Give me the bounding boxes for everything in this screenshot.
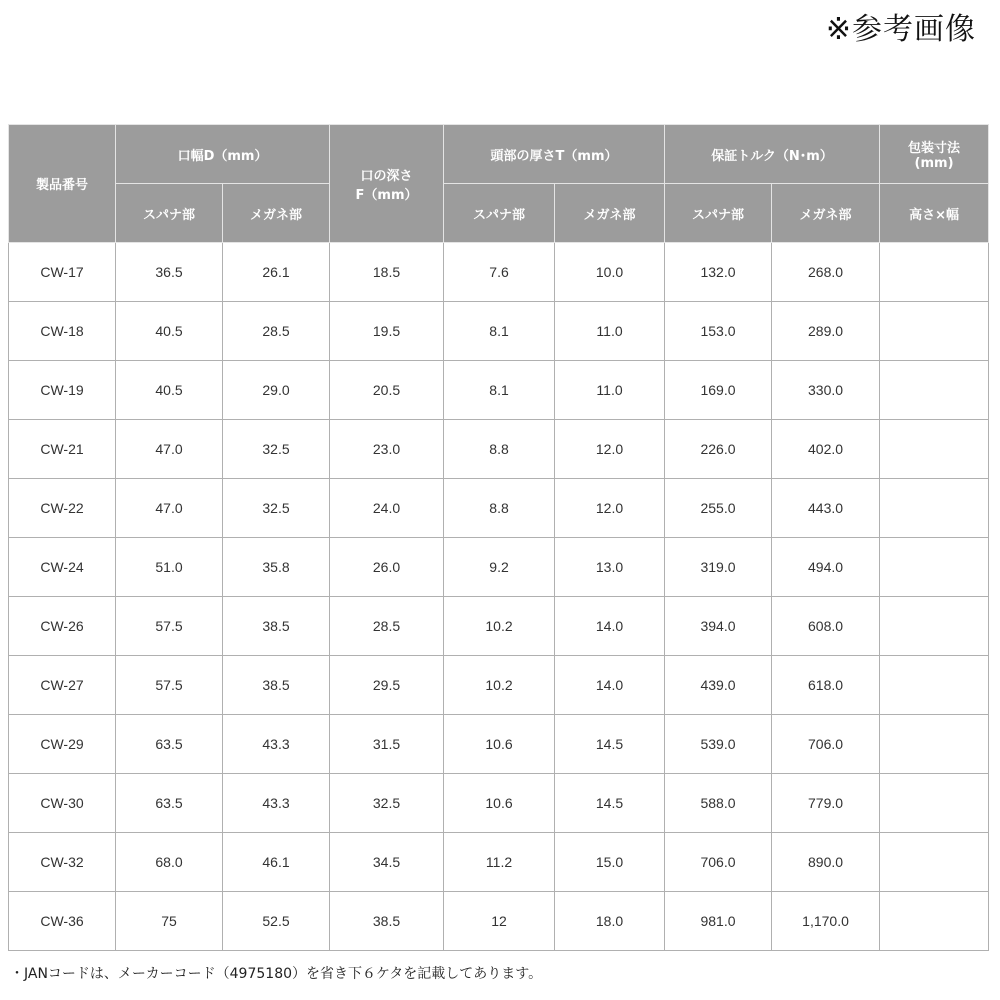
cell-torque-megane: 330.0 bbox=[772, 361, 880, 420]
cell-mouth-megane: 28.5 bbox=[223, 302, 330, 361]
cell-mouth-megane: 29.0 bbox=[223, 361, 330, 420]
cell-mouth-spanner: 36.5 bbox=[116, 243, 223, 302]
table-row bbox=[9, 538, 989, 597]
cell-torque-spanner: 981.0 bbox=[665, 892, 772, 951]
cell-mouth-spanner: 68.0 bbox=[116, 833, 223, 892]
cell-torque-spanner: 226.0 bbox=[665, 420, 772, 479]
table-row bbox=[9, 361, 989, 420]
cell-mouth-megane: 35.8 bbox=[223, 538, 330, 597]
header-package-line1: 包装寸法 bbox=[908, 141, 961, 156]
cell-thickness-spanner: 11.2 bbox=[444, 833, 555, 892]
cell-torque-spanner: 169.0 bbox=[665, 361, 772, 420]
header-package-line2: (mm) bbox=[914, 156, 954, 171]
cell-torque-megane: 443.0 bbox=[772, 479, 880, 538]
cell-thickness-megane: 12.0 bbox=[555, 479, 665, 538]
table-row bbox=[9, 656, 989, 715]
cell-thickness-megane: 18.0 bbox=[555, 892, 665, 951]
cell-torque-spanner: 153.0 bbox=[665, 302, 772, 361]
cell-torque-spanner: 706.0 bbox=[665, 833, 772, 892]
cell-thickness-megane: 11.0 bbox=[555, 361, 665, 420]
header-mouth-depth bbox=[330, 125, 444, 243]
cell-mouth-depth: 31.5 bbox=[330, 715, 444, 774]
cell-mouth-megane: 46.1 bbox=[223, 833, 330, 892]
cell-product-no: CW-29 bbox=[9, 715, 116, 774]
cell-torque-spanner: 539.0 bbox=[665, 715, 772, 774]
subheader-thickness-megane: メガネ部 bbox=[555, 184, 665, 243]
table-row bbox=[9, 243, 989, 302]
cell-product-no: CW-24 bbox=[9, 538, 116, 597]
cell-thickness-megane: 12.0 bbox=[555, 420, 665, 479]
cell-package-size bbox=[880, 715, 989, 774]
header-head-thickness: 頭部の厚さT（mm） bbox=[444, 125, 665, 184]
cell-torque-spanner: 255.0 bbox=[665, 479, 772, 538]
cell-torque-spanner: 588.0 bbox=[665, 774, 772, 833]
cell-thickness-spanner: 8.1 bbox=[444, 302, 555, 361]
table-row bbox=[9, 479, 989, 538]
cell-mouth-spanner: 40.5 bbox=[116, 302, 223, 361]
reference-image-note: ※参考画像 bbox=[825, 12, 976, 47]
subheader-height-width: 高さ×幅 bbox=[880, 184, 989, 243]
subheader-thickness-spanner: スパナ部 bbox=[444, 184, 555, 243]
cell-product-no: CW-21 bbox=[9, 420, 116, 479]
cell-package-size bbox=[880, 774, 989, 833]
cell-package-size bbox=[880, 479, 989, 538]
cell-mouth-megane: 43.3 bbox=[223, 774, 330, 833]
subheader-torque-megane: メガネ部 bbox=[772, 184, 880, 243]
table-row bbox=[9, 420, 989, 479]
cell-mouth-spanner: 51.0 bbox=[116, 538, 223, 597]
table-row bbox=[9, 774, 989, 833]
cell-mouth-spanner: 75 bbox=[116, 892, 223, 951]
cell-mouth-megane: 43.3 bbox=[223, 715, 330, 774]
cell-package-size bbox=[880, 892, 989, 951]
cell-torque-megane: 1,170.0 bbox=[772, 892, 880, 951]
table-body bbox=[9, 243, 989, 951]
table-header bbox=[9, 125, 989, 243]
cell-package-size bbox=[880, 538, 989, 597]
cell-thickness-megane: 14.5 bbox=[555, 715, 665, 774]
cell-product-no: CW-22 bbox=[9, 479, 116, 538]
cell-torque-spanner: 132.0 bbox=[665, 243, 772, 302]
cell-thickness-spanner: 12 bbox=[444, 892, 555, 951]
cell-mouth-spanner: 63.5 bbox=[116, 774, 223, 833]
cell-package-size bbox=[880, 833, 989, 892]
cell-mouth-depth: 19.5 bbox=[330, 302, 444, 361]
header-product-no: 製品番号 bbox=[9, 125, 116, 243]
cell-torque-spanner: 319.0 bbox=[665, 538, 772, 597]
cell-package-size bbox=[880, 302, 989, 361]
table-row bbox=[9, 302, 989, 361]
cell-product-no: CW-27 bbox=[9, 656, 116, 715]
cell-product-no: CW-19 bbox=[9, 361, 116, 420]
cell-package-size bbox=[880, 243, 989, 302]
cell-torque-megane: 608.0 bbox=[772, 597, 880, 656]
cell-thickness-megane: 14.5 bbox=[555, 774, 665, 833]
jan-code-footnote: ・JANコードは、メーカーコード（4975180）を省き下６ケタを記載してあります。 bbox=[10, 966, 543, 982]
cell-mouth-spanner: 40.5 bbox=[116, 361, 223, 420]
table-row bbox=[9, 892, 989, 951]
cell-product-no: CW-30 bbox=[9, 774, 116, 833]
cell-mouth-depth: 32.5 bbox=[330, 774, 444, 833]
header-mouth-depth-line2: F（mm） bbox=[355, 187, 418, 203]
cell-mouth-depth: 24.0 bbox=[330, 479, 444, 538]
cell-mouth-spanner: 63.5 bbox=[116, 715, 223, 774]
cell-thickness-spanner: 10.2 bbox=[444, 656, 555, 715]
cell-mouth-megane: 32.5 bbox=[223, 479, 330, 538]
cell-thickness-spanner: 9.2 bbox=[444, 538, 555, 597]
header-mouth-width: 口幅D（mm） bbox=[116, 125, 330, 184]
cell-mouth-depth: 34.5 bbox=[330, 833, 444, 892]
cell-mouth-depth: 18.5 bbox=[330, 243, 444, 302]
cell-mouth-megane: 38.5 bbox=[223, 597, 330, 656]
cell-thickness-megane: 10.0 bbox=[555, 243, 665, 302]
cell-torque-megane: 494.0 bbox=[772, 538, 880, 597]
cell-thickness-megane: 13.0 bbox=[555, 538, 665, 597]
cell-mouth-depth: 23.0 bbox=[330, 420, 444, 479]
cell-product-no: CW-17 bbox=[9, 243, 116, 302]
cell-torque-spanner: 394.0 bbox=[665, 597, 772, 656]
cell-mouth-depth: 29.5 bbox=[330, 656, 444, 715]
header-package-size bbox=[880, 125, 989, 184]
header-mouth-depth-line1: 口の深さ bbox=[360, 168, 413, 184]
table-row bbox=[9, 597, 989, 656]
cell-mouth-depth: 38.5 bbox=[330, 892, 444, 951]
cell-thickness-spanner: 10.6 bbox=[444, 715, 555, 774]
cell-product-no: CW-18 bbox=[9, 302, 116, 361]
cell-thickness-spanner: 8.1 bbox=[444, 361, 555, 420]
cell-torque-megane: 618.0 bbox=[772, 656, 880, 715]
cell-thickness-spanner: 8.8 bbox=[444, 420, 555, 479]
cell-mouth-depth: 28.5 bbox=[330, 597, 444, 656]
cell-product-no: CW-32 bbox=[9, 833, 116, 892]
header-torque: 保証トルク（N･m） bbox=[665, 125, 880, 184]
cell-thickness-spanner: 8.8 bbox=[444, 479, 555, 538]
cell-thickness-megane: 11.0 bbox=[555, 302, 665, 361]
cell-torque-megane: 268.0 bbox=[772, 243, 880, 302]
cell-package-size bbox=[880, 420, 989, 479]
table-row bbox=[9, 715, 989, 774]
cell-package-size bbox=[880, 361, 989, 420]
cell-product-no: CW-26 bbox=[9, 597, 116, 656]
cell-thickness-megane: 15.0 bbox=[555, 833, 665, 892]
cell-mouth-spanner: 47.0 bbox=[116, 420, 223, 479]
cell-torque-megane: 289.0 bbox=[772, 302, 880, 361]
cell-mouth-megane: 52.5 bbox=[223, 892, 330, 951]
cell-torque-megane: 779.0 bbox=[772, 774, 880, 833]
subheader-torque-spanner: スパナ部 bbox=[665, 184, 772, 243]
cell-mouth-spanner: 47.0 bbox=[116, 479, 223, 538]
cell-package-size bbox=[880, 656, 989, 715]
table-row bbox=[9, 833, 989, 892]
cell-thickness-spanner: 10.2 bbox=[444, 597, 555, 656]
cell-mouth-spanner: 57.5 bbox=[116, 597, 223, 656]
cell-mouth-depth: 20.5 bbox=[330, 361, 444, 420]
cell-torque-megane: 706.0 bbox=[772, 715, 880, 774]
cell-mouth-megane: 32.5 bbox=[223, 420, 330, 479]
subheader-mouth-spanner: スパナ部 bbox=[116, 184, 223, 243]
cell-torque-megane: 890.0 bbox=[772, 833, 880, 892]
cell-thickness-megane: 14.0 bbox=[555, 656, 665, 715]
cell-thickness-spanner: 10.6 bbox=[444, 774, 555, 833]
cell-product-no: CW-36 bbox=[9, 892, 116, 951]
cell-mouth-depth: 26.0 bbox=[330, 538, 444, 597]
subheader-mouth-megane: メガネ部 bbox=[223, 184, 330, 243]
cell-mouth-megane: 38.5 bbox=[223, 656, 330, 715]
cell-thickness-megane: 14.0 bbox=[555, 597, 665, 656]
cell-torque-megane: 402.0 bbox=[772, 420, 880, 479]
spec-table bbox=[8, 124, 989, 951]
cell-mouth-megane: 26.1 bbox=[223, 243, 330, 302]
cell-thickness-spanner: 7.6 bbox=[444, 243, 555, 302]
cell-torque-spanner: 439.0 bbox=[665, 656, 772, 715]
cell-package-size bbox=[880, 597, 989, 656]
cell-mouth-spanner: 57.5 bbox=[116, 656, 223, 715]
